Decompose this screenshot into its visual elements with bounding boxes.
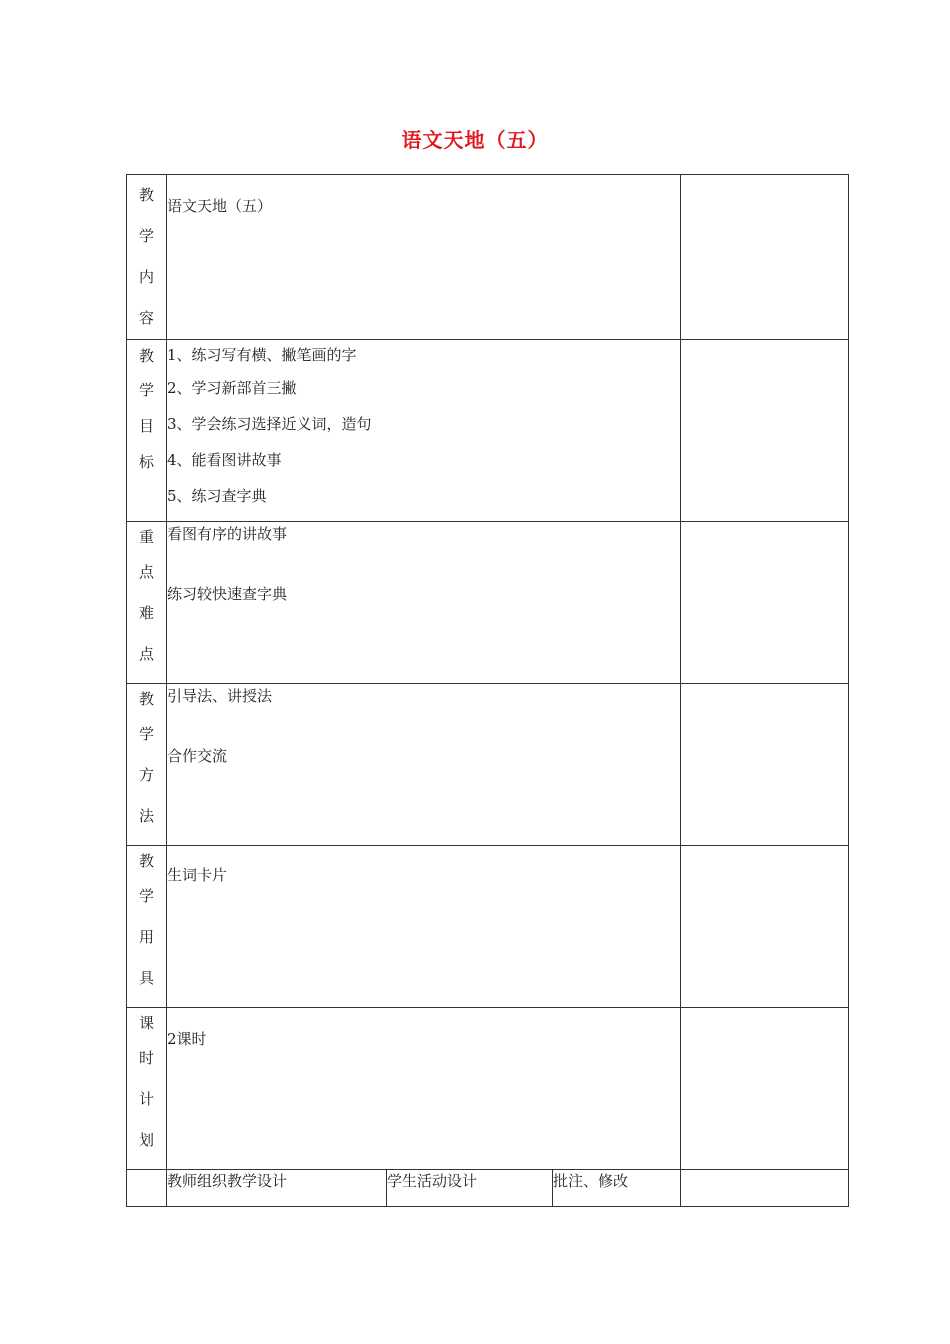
- table-row-teaching-goals: [127, 340, 849, 522]
- row-label: [127, 684, 167, 846]
- row-label-char: 容: [138, 309, 154, 327]
- student-activity-header: 学生活动设计: [387, 1170, 553, 1207]
- row-label-char: 教: [138, 347, 154, 365]
- notes-cell: [681, 522, 849, 684]
- row-label: [127, 846, 167, 1008]
- table-row-teaching-tools: [127, 846, 849, 1008]
- content-line: 2课时: [167, 1030, 207, 1048]
- content-line: 2、学习新部首三撇: [167, 379, 297, 397]
- row-label-char: 难: [138, 604, 154, 622]
- row-label-char: 学: [138, 227, 154, 245]
- notes-cell: [681, 340, 849, 522]
- row-label-char: 法: [138, 807, 154, 825]
- notes-cell: [681, 684, 849, 846]
- content-line: 4、能看图讲故事: [167, 451, 282, 469]
- row-label-char: 学: [138, 887, 154, 905]
- row-label: [127, 1008, 167, 1170]
- content-line: 语文天地（五）: [167, 197, 273, 215]
- content-line: 看图有序的讲故事: [167, 525, 288, 543]
- content-line: 引导法、讲授法: [167, 687, 273, 705]
- row-label-char: 点: [138, 563, 154, 581]
- row-label-char: 划: [138, 1131, 154, 1149]
- row-label-char: 时: [138, 1049, 154, 1067]
- content-line: 生词卡片: [167, 866, 228, 884]
- row-label: [127, 175, 167, 340]
- row-label: [127, 522, 167, 684]
- row-label-char: 教: [138, 186, 154, 204]
- row-label-char: 教: [138, 690, 154, 708]
- document-title: 语文天地（五）: [401, 128, 549, 152]
- row-content: [167, 522, 681, 684]
- table-row-key-points: [127, 522, 849, 684]
- row-label-char: 点: [138, 645, 154, 663]
- teacher-design-header: 教师组织教学设计: [167, 1170, 387, 1207]
- blank-cell: [681, 1170, 849, 1207]
- row-label: [127, 340, 167, 522]
- blank-cell: [127, 1170, 167, 1207]
- row-label-char: 学: [138, 381, 154, 399]
- row-label-char: 内: [138, 268, 154, 286]
- table-row-teaching-methods: [127, 684, 849, 846]
- table-row-teaching-content: [127, 175, 849, 340]
- row-label-char: 学: [138, 725, 154, 743]
- row-label-char: 教: [138, 852, 154, 870]
- row-label-char: 计: [138, 1090, 154, 1108]
- row-content: [167, 175, 681, 340]
- annotation-header: 批注、修改: [553, 1170, 681, 1207]
- row-content: [167, 846, 681, 1008]
- content-line: 合作交流: [167, 747, 228, 765]
- row-content: [167, 684, 681, 846]
- row-label-char: 具: [138, 969, 154, 987]
- row-content: [167, 1008, 681, 1170]
- notes-cell: [681, 175, 849, 340]
- notes-cell: [681, 846, 849, 1008]
- notes-cell: [681, 1008, 849, 1170]
- row-content: [167, 340, 681, 522]
- row-label-char: 课: [138, 1014, 154, 1032]
- table-row-lesson-schedule: [127, 1008, 849, 1170]
- content-line: 3、学会练习选择近义词，造句: [167, 415, 372, 433]
- row-label-char: 重: [138, 528, 154, 546]
- content-line: 练习较快速查字典: [167, 585, 288, 603]
- lesson-plan-table: [126, 174, 849, 1207]
- content-line: 1、练习写有横、撇笔画的字: [167, 346, 357, 364]
- content-line: 5、练习查字典: [167, 487, 267, 505]
- row-label-char: 目: [138, 417, 154, 435]
- table-row-design-headers: [127, 1170, 849, 1207]
- row-label-char: 标: [138, 453, 154, 471]
- row-label-char: 用: [138, 928, 154, 946]
- row-label-char: 方: [138, 766, 154, 784]
